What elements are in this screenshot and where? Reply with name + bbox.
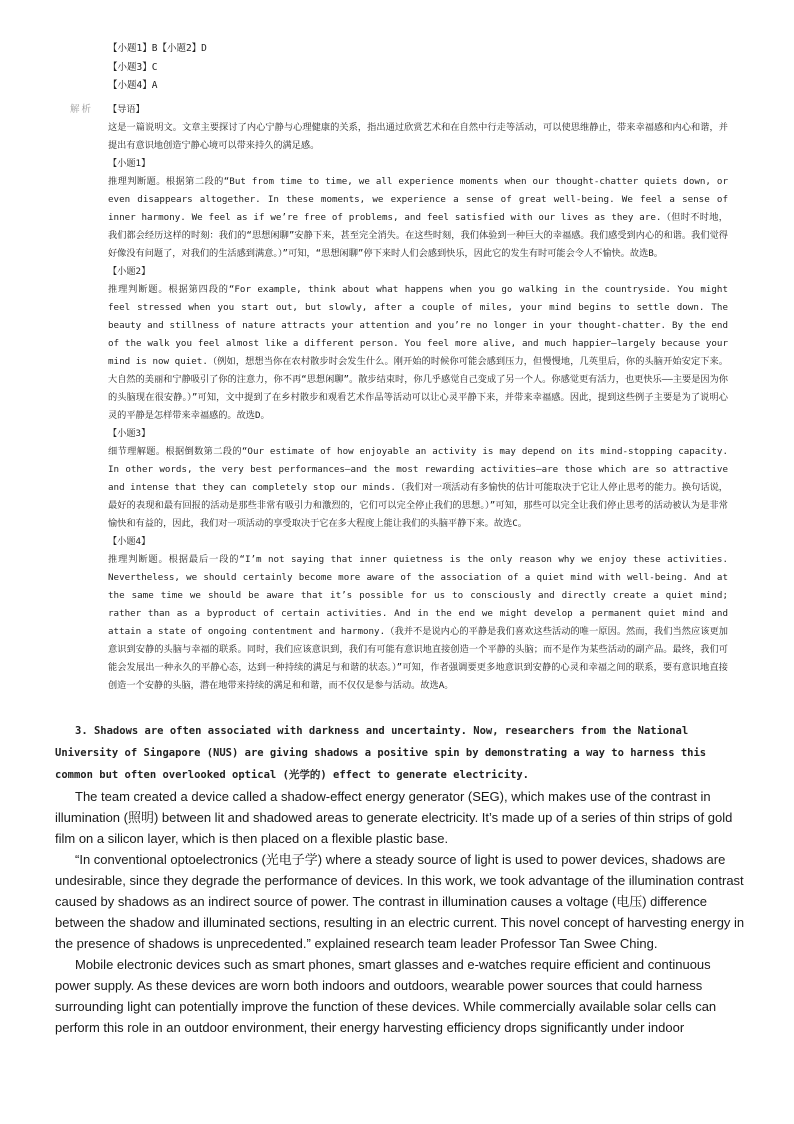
answer-line-3: 【小题4】A (108, 80, 158, 91)
q1-explanation: 推理判断题。根据第二段的“But from time to time, we all experience moments when our thought-chatter quiets down, or even disappears altogether. In these moments, we experience a sense of great well-being. We feel a sense of inner harmony. We feel as if we’re free of problems, and feel satisfied with our lives as they are.（但时不时地，我们都会经历这样的时刻：我们的“思想闲聊”安静下来，甚至完全消失。在这些时刻，我们体验到一种巨大的幸福感。我们感受到内心的和谐。我们觉得好像没有问题了，对我们的生活感到满意。）”可知，“思想闲聊”停下来时人们会感到快乐，因此它的发生有时可能会令人不愉快。故选B。 (108, 176, 728, 259)
passage-paragraph-1: The team created a device called a shadow-effect energy generator (SEG), which makes use of the contrast in illumination (照明) between lit and shadowed areas to generate electricity. It’s made up of a series of thin strips of gold film on a silicon layer, which is then placed on a flexible plastic base. (55, 789, 733, 846)
passage-intro: 3. Shadows are often associated with darkness and uncertainty. Now, researchers from the National University of Singapore (NUS) are giving shadows a positive spin by demonstrating a way to harness this common but often overlooked optical (光学的) effect to generate electricity. (55, 725, 707, 781)
q4-explanation: 推理判断题。根据最后一段的“I’m not saying that inner quietness is the only reason why we enjoy these activities. Nevertheless, we should certainly become more aware of the association of a quiet mind with well-being. And at the same time we should be aware that it’s possible for us to consciously and directly create a quiet mind; rather than as a byproduct of certain activities. And in the end we might develop a permanent quiet mind and attain a state of ongoing contentment and harmony.（我并不是说内心的平静是我们喜欢这些活动的唯一原因。然而，我们当然应该更加意识到安静的头脑与幸福的联系。同时，我们应该意识到，我们有可能有意识地直接创造一个平静的头脑；而不是作为某些活动的副产品。最终，我们可能会发展出一种永久的平静心态，达到一种持续的满足与和谐的状态。）”可知，作者强调要更多地意识到安静的心灵和幸福之间的联系，要有意识地直接创造一个安静的头脑，潜在地带来持续的满足和和谐，而不仅仅是参与活动。故选A。 (108, 554, 728, 691)
analysis-label: 解析 (70, 104, 94, 115)
reading-passage (55, 720, 745, 1038)
answer-line-2: 【小题3】C (108, 61, 158, 73)
answer-line-1: 【小题1】B【小题2】D (108, 43, 207, 54)
passage-paragraph-2: “In conventional optoelectronics (光电子学) where a steady source of light is used to power devices, shadows are undesirable, since they degrade the performance of devices. In this work, we took advantage of the illumination contrast caused by shadows as an indirect source of power. The contrast in illumination causes a voltage (电压) difference between the shadow and illuminated sections, resulting in an electric current. This novel concept of harvesting energy in the presence of shadows is unprecedented.” explained research team leader Professor Tan Swee Ching. (55, 852, 745, 951)
guide-tag: 【导语】 (108, 104, 145, 115)
q2-explanation: 推理判断题。根据第四段的“For example, think about what happens when you go walking in the countryside. You might feel stressed when you start out, but slowly, after a couple of miles, your mind begins to settle down. The beauty and stillness of nature attracts your attention and you’re no longer in your thought-chatter. By the end of the walk you feel almost like a different person. You feel more alive, and much happier—largely because your mind is now quiet.（例如，想想当你在农村散步时会发生什么。刚开始的时候你可能会感到压力，但慢慢地，几英里后，你的头脑开始安定下来。大自然的美丽和宁静吸引了你的注意力，你不再“思想闲聊”。散步结束时，你几乎感觉自己变成了另一个人。你感觉更有活力，也更快乐——主要是因为你的头脑现在很安静。）”可知，文中提到了在乡村散步和观看艺术作品等活动可以让心灵平静下来，并带来幸福感。因此，提到这些例子主要是为了说明心灵的平静是怎样带来幸福感的。故选D。 (108, 284, 728, 421)
analysis-section (108, 101, 728, 695)
passage-paragraph-3: Mobile electronic devices such as smart phones, smart glasses and e-watches require efficient and continuous power supply. As these devices are worn both indoors and outdoors, wearable power sources that could harness surrounding light can potentially improve the function of these devices. While commercially available solar cells can perform this role in an outdoor environment, their energy harvesting efficiency drops significantly under indoor (55, 957, 717, 1035)
answer-key (108, 40, 748, 96)
q4-tag: 【小题4】 (108, 536, 151, 547)
q2-tag: 【小题2】 (108, 266, 151, 277)
q3-explanation: 细节理解题。根据倒数第二段的“Our estimate of how enjoyable an activity is may depend on its mind-stopping capacity. In other words, the very best performances—and the most rewarding activities—are those which are so attractive and intense that they can completely stop our minds.（我们对一项活动有多愉快的估计可能取决于它让人停止思考的能力。换句话说，最好的表现和最有回报的活动是那些非常有吸引力和激烈的，它们可以完全停止我们的思想。）”可知，那些可以完全让我们停止思考的活动被认为是非常愉快和有益的，因此，我们对一项活动的享受取决于它在多大程度上能让我们的头脑平静下来。故选C。 (108, 446, 728, 529)
q1-tag: 【小题1】 (108, 158, 151, 169)
guide-text: 这是一篇说明文。文章主要探讨了内心宁静与心理健康的关系，指出通过欣赏艺术和在自然中行走等活动，可以使思维静止，带来幸福感和内心和谐，并提出有意识地创造宁静心境可以带来持久的满足感。 (108, 122, 728, 151)
q3-tag: 【小题3】 (108, 428, 151, 439)
